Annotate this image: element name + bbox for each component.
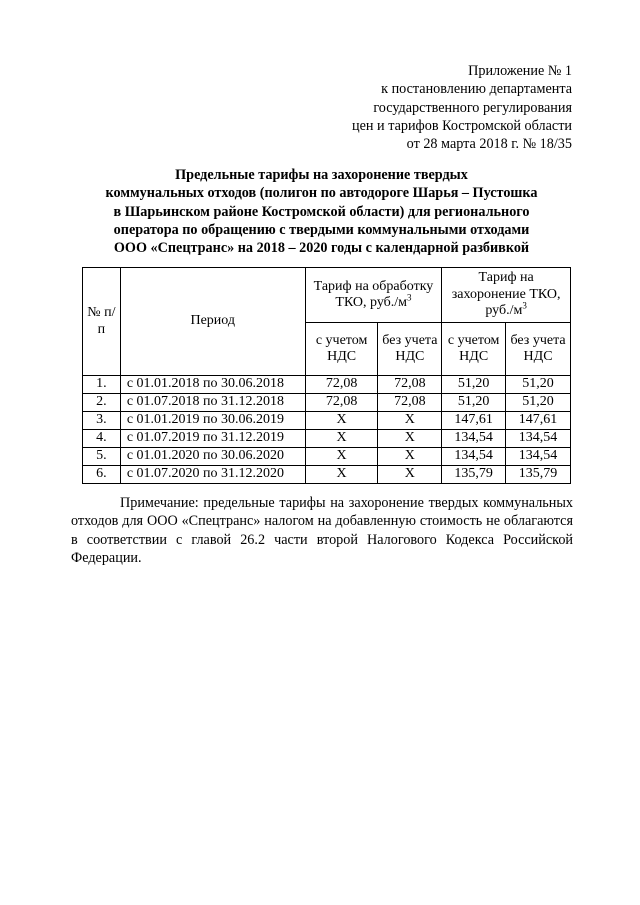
document-title bbox=[70, 166, 573, 257]
row-period: с 01.07.2020 по 31.12.2020 bbox=[120, 466, 305, 484]
row-num: 1. bbox=[83, 376, 121, 394]
header-processing-text: Тариф на обработку ТКО, руб./м bbox=[313, 278, 434, 310]
header-period: Период bbox=[120, 268, 305, 376]
header-processing-tariff bbox=[305, 268, 442, 323]
subheader-burial-without-vat: без учета НДС bbox=[506, 323, 571, 376]
unit-superscript: 3 bbox=[407, 292, 412, 303]
note-paragraph: Примечание: предельные тарифы на захоронение твердых коммунальных отходов для ООО «Спецтранс» налогом на добавленную стоимость не облагаются в соответствии с главой 26.2 части второй Налогового Кодекса Российской Федерации. bbox=[71, 495, 573, 566]
row-processing-without-vat: Х bbox=[378, 466, 442, 484]
row-processing-with-vat: Х bbox=[305, 412, 378, 430]
appendix-line: от 28 марта 2018 г. № 18/35 bbox=[406, 136, 572, 153]
row-num: 2. bbox=[83, 394, 121, 412]
title-line: в Шарьинском районе Костромской области) для регионального bbox=[113, 203, 530, 220]
appendix-line: государственного регулирования bbox=[373, 99, 572, 116]
header-num: № п/п bbox=[83, 268, 121, 376]
row-period: с 01.07.2019 по 31.12.2019 bbox=[120, 430, 305, 448]
subheader-processing-without-vat: без учета НДС bbox=[378, 323, 442, 376]
table-row bbox=[83, 448, 571, 466]
row-period: с 01.07.2018 по 31.12.2018 bbox=[120, 394, 305, 412]
row-burial-without-vat: 134,54 bbox=[506, 448, 571, 466]
row-num: 3. bbox=[83, 412, 121, 430]
row-burial-without-vat: 147,61 bbox=[506, 412, 571, 430]
header-burial-text: Тариф на захоронение ТКО, руб./м bbox=[451, 270, 561, 319]
row-processing-without-vat: 72,08 bbox=[378, 394, 442, 412]
row-processing-with-vat: Х bbox=[305, 448, 378, 466]
row-processing-with-vat: 72,08 bbox=[305, 394, 378, 412]
row-period: с 01.01.2018 по 30.06.2018 bbox=[120, 376, 305, 394]
row-burial-with-vat: 147,61 bbox=[442, 412, 506, 430]
row-burial-with-vat: 135,79 bbox=[442, 466, 506, 484]
row-period: с 01.01.2019 по 30.06.2019 bbox=[120, 412, 305, 430]
row-burial-without-vat: 134,54 bbox=[506, 430, 571, 448]
row-processing-with-vat: Х bbox=[305, 430, 378, 448]
table-row bbox=[83, 430, 571, 448]
row-processing-without-vat: Х bbox=[378, 448, 442, 466]
row-period: с 01.01.2020 по 30.06.2020 bbox=[120, 448, 305, 466]
row-num: 6. bbox=[83, 466, 121, 484]
title-line: Предельные тарифы на захоронение твердых bbox=[175, 167, 468, 183]
row-processing-with-vat: 72,08 bbox=[305, 376, 378, 394]
row-processing-with-vat: Х bbox=[305, 466, 378, 484]
subheader-processing-with-vat: с учетом НДС bbox=[305, 323, 378, 376]
table-row bbox=[83, 394, 571, 412]
row-burial-without-vat: 135,79 bbox=[506, 466, 571, 484]
appendix-line: цен и тарифов Костромской области bbox=[352, 117, 572, 134]
subheader-burial-with-vat: с учетом НДС bbox=[442, 323, 506, 376]
row-processing-without-vat: Х bbox=[378, 430, 442, 448]
row-burial-without-vat: 51,20 bbox=[506, 394, 571, 412]
row-burial-without-vat: 51,20 bbox=[506, 376, 571, 394]
tariff-table bbox=[82, 267, 571, 484]
title-line: оператора по обращению с твердыми коммунальными отходами bbox=[113, 221, 530, 238]
appendix-header bbox=[242, 62, 572, 153]
row-burial-with-vat: 134,54 bbox=[442, 448, 506, 466]
row-burial-with-vat: 51,20 bbox=[442, 376, 506, 394]
unit-superscript: 3 bbox=[522, 300, 527, 311]
title-line: ООО «Спецтранс» на 2018 – 2020 годы с календарной разбивкой bbox=[113, 240, 530, 257]
row-burial-with-vat: 134,54 bbox=[442, 430, 506, 448]
row-burial-with-vat: 51,20 bbox=[442, 394, 506, 412]
header-burial-tariff bbox=[442, 268, 571, 323]
row-num: 4. bbox=[83, 430, 121, 448]
row-num: 5. bbox=[83, 448, 121, 466]
row-processing-without-vat: Х bbox=[378, 412, 442, 430]
table-row bbox=[83, 412, 571, 430]
table-header-row bbox=[83, 268, 571, 323]
title-line: коммунальных отходов (полигон по автодороге Шарья – Пустошка bbox=[105, 185, 538, 202]
appendix-line: к постановлению департамента bbox=[381, 81, 572, 98]
appendix-line: Приложение № 1 bbox=[468, 63, 572, 79]
table-row bbox=[83, 466, 571, 484]
table-row bbox=[83, 376, 571, 394]
row-processing-without-vat: 72,08 bbox=[378, 376, 442, 394]
